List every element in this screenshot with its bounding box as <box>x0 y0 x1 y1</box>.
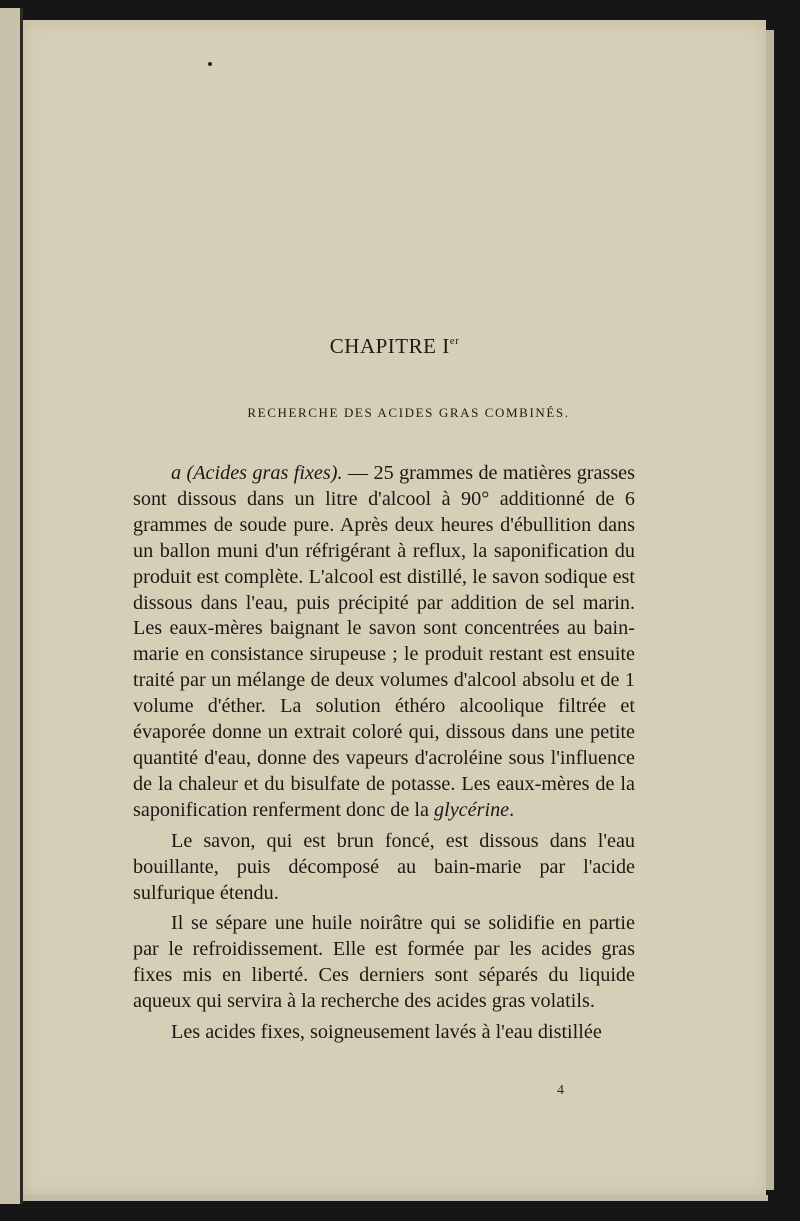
book-page <box>23 20 766 1195</box>
chapter-ordinal-suffix: er <box>449 335 460 347</box>
ink-speck <box>208 62 212 66</box>
paragraph-1-lead-letter: a <box>171 462 182 484</box>
section-title: RECHERCHE DES ACIDES GRAS COMBINÉS. <box>247 405 570 420</box>
paragraph-3: Il se sépare une huile noirâtre qui se solidifie en partie par le refroidissement. Elle est formée par les acides gras fixes mis en liberté. Ces derniers sont séparés du liquide aqueux qui servira à la recherche des acides gras volatils. <box>133 912 635 1013</box>
paragraph-1 <box>133 461 635 824</box>
body-text <box>133 461 635 1046</box>
previous-page-edge <box>0 8 23 1204</box>
chapter-label: CHAPITRE I <box>329 334 450 358</box>
chapter-heading <box>23 334 766 359</box>
page-bottom-edge <box>23 1195 768 1201</box>
paragraph-1-text: — 25 grammes de matières grasses sont dissous dans un litre d'alcool à 90° additionné de 6 grammes de soude pure. Après deux heures d'ébullition dans un ballon muni d'un réfrigérant à reflux, la saponification du produit est complète. L'alcool est distillé, le savon sodique est dissous dans l'eau, puis précipité par addition de sel marin. Les eaux-mères baignant le savon sont concentrées au bain-marie en consistance sirupeuse ; le produit restant est ensuite traité par un mélange de deux volumes d'alcool absolu et de 1 volume d'éther. La solution éthéro alcoolique filtrée et évaporée donne un extrait coloré qui, dissous dans une petite quantité d'eau, donne des vapeurs d'acroléine sous l'influence de la chaleur et du bisulfate de potasse. Les eaux-mères de la saponification renferment donc de la <box>133 462 635 821</box>
paragraph-1-italic-term: glycérine <box>434 798 510 821</box>
paragraph-4: Les acides fixes, soigneusement lavés à l'eau distillée <box>171 1021 602 1044</box>
page-number: 4 <box>557 1083 564 1098</box>
page-right-edge <box>766 30 774 1190</box>
paragraph-1-lead-heading: (Acides gras fixes). <box>186 462 343 484</box>
paragraph-2: Le savon, qui est brun foncé, est dissous dans l'eau bouillante, puis décomposé au bain-marie par l'acide sulfurique étendu. <box>133 829 635 904</box>
paragraph-1-end: . <box>509 798 515 821</box>
